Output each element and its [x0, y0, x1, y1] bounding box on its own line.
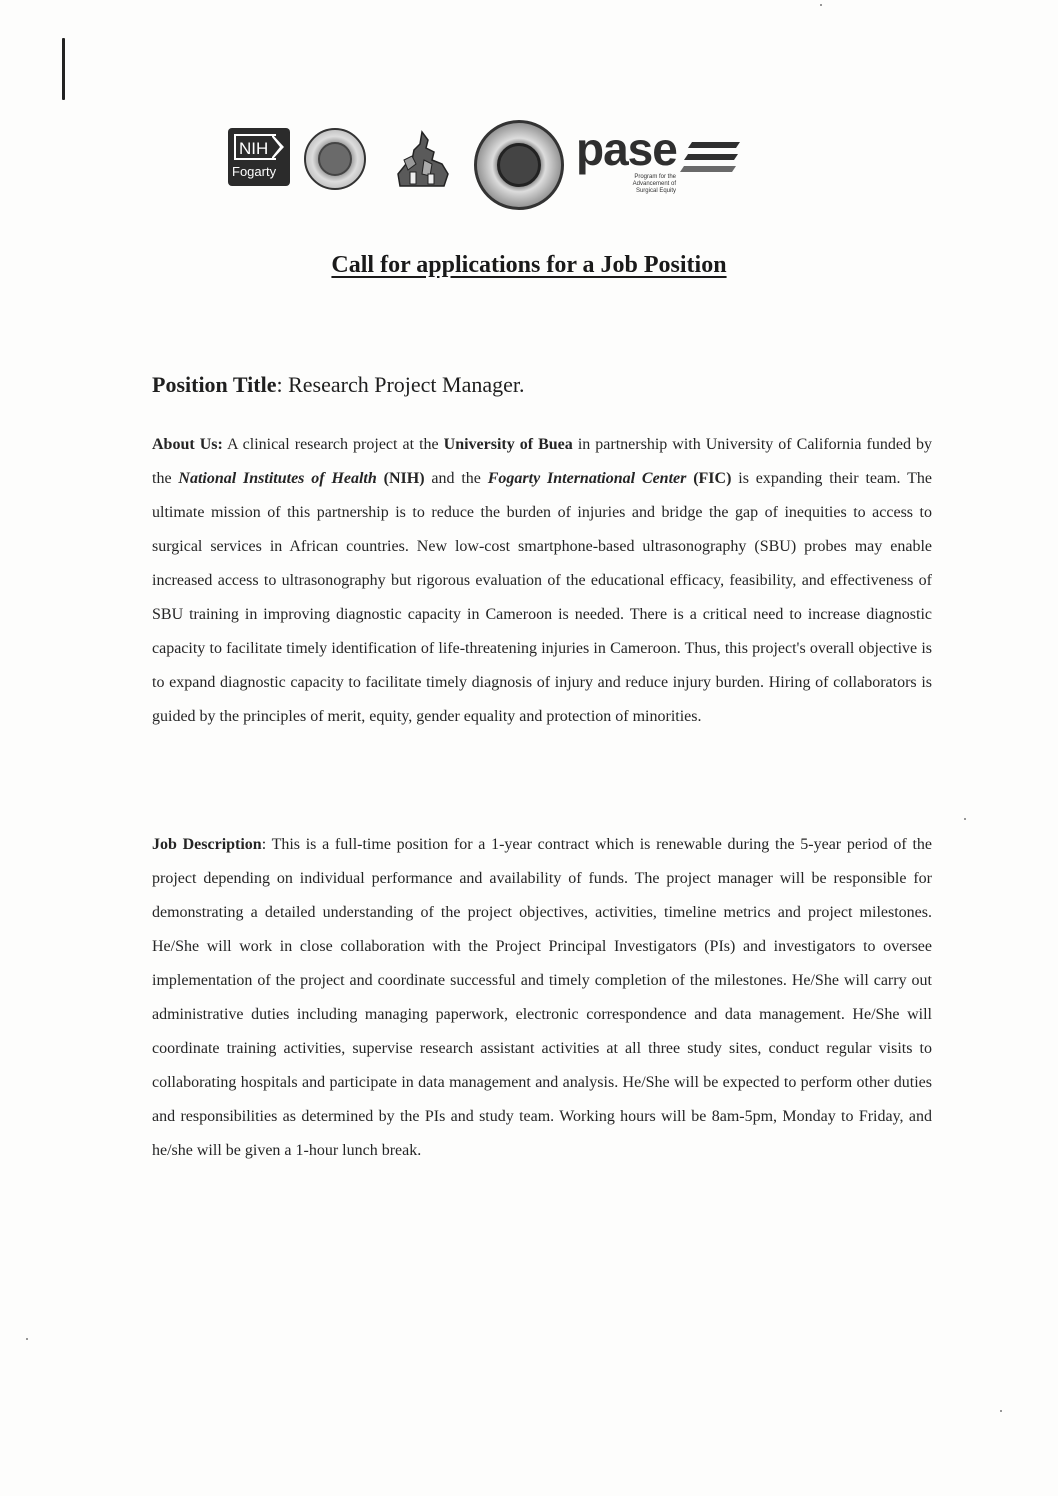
- scan-speck: [26, 1338, 28, 1340]
- cameroon-map-logo-icon: [394, 130, 454, 188]
- scan-speck: [964, 818, 966, 820]
- about-nih-abbr: (NIH): [376, 470, 425, 487]
- seal-center: [497, 143, 541, 187]
- nih-logo-text: NIH: [234, 134, 276, 160]
- about-us-label: About Us:: [152, 436, 223, 453]
- about-fic-name: Fogarty International Center: [487, 470, 687, 487]
- job-description-text: : This is a full-time position for a 1-year contract which is renewable during the 5-year period of the project depending on individual performance and availability of funds. The project manager will be responsible for demonstrating a detailed understanding of the project objectives, activities, timeline metrics and project milestones. He/She will work in close collaboration with the Project Principal Investigators (PIs) and investigators to oversee implementation of the project and coordinate successful and timely completion of the milestones. He/She will carry out administrative duties including managing paperwork, electronic correspondence and data management. He/She will coordinate training activities, supervise research assistant activities at all three study sites, conduct regular visits to collaborating hospitals and participate in data management and analysis. He/She will be expected to perform other duties and responsibilities as determined by the PIs and study team. Working hours will be 8am-5pm, Monday to Friday, and he/she will be given a 1-hour lunch break.: [152, 836, 933, 1159]
- fogarty-logo-text: Fogarty: [232, 164, 277, 179]
- pase-logo: [576, 124, 746, 194]
- pase-logo-tagline: Program for the Advancement of Surgical Equity: [632, 174, 676, 194]
- job-description-label: Job Description: [152, 836, 262, 853]
- job-description-paragraph: [152, 828, 932, 1168]
- scan-speck: [820, 4, 822, 6]
- page-title: Call for applications for a Job Position: [331, 252, 727, 278]
- about-university-name: University of Buea: [443, 436, 573, 453]
- pase-stripes-icon: [680, 138, 740, 178]
- scan-mark: [62, 38, 65, 100]
- about-text: is expanding their team. The ultimate mission of this partnership is to reduce the burden of injuries and bridge the gap of inequities to access to surgical services in African countries. New low-cost smartphone-based ultrasonography (SBU) probes may enable increased access to ultrasonography but rigorous evaluation of the educational efficacy, feasibility, and effectiveness of SBU training in improving diagnostic capacity in Cameroon is needed. There is a critical need to increase diagnostic capacity to facilitate timely identification of life-threatening injuries in Cameroon. Thus, this project's overall objective is to expand diagnostic capacity to facilitate timely diagnosis of injury and reduce injury burden. Hiring of collaborators is guided by the principles of merit, equity, gender equality and protection of minorities.: [152, 470, 932, 725]
- about-fic-abbr: (FIC): [686, 470, 732, 487]
- position-title: [152, 372, 525, 398]
- position-title-value: : Research Project Manager.: [276, 372, 525, 397]
- about-us-paragraph: [152, 428, 932, 734]
- about-text: in partnership with University of California funded by the: [152, 436, 932, 487]
- scan-speck: [1000, 1410, 1002, 1412]
- nih-arrow-inner-icon: [272, 137, 280, 157]
- pase-logo-word: pase: [576, 123, 677, 175]
- about-nih-name: National Institutes of Health: [178, 470, 377, 487]
- position-title-label: Position Title: [152, 372, 277, 397]
- about-text: A clinical research project at the: [222, 436, 444, 453]
- logo-row: [228, 120, 748, 200]
- seal-center: [318, 142, 352, 176]
- university-of-california-seal-icon: [474, 120, 564, 210]
- university-of-buea-seal-icon: [304, 128, 366, 190]
- nih-fogarty-logo: [228, 128, 290, 186]
- about-text: and the: [424, 470, 488, 487]
